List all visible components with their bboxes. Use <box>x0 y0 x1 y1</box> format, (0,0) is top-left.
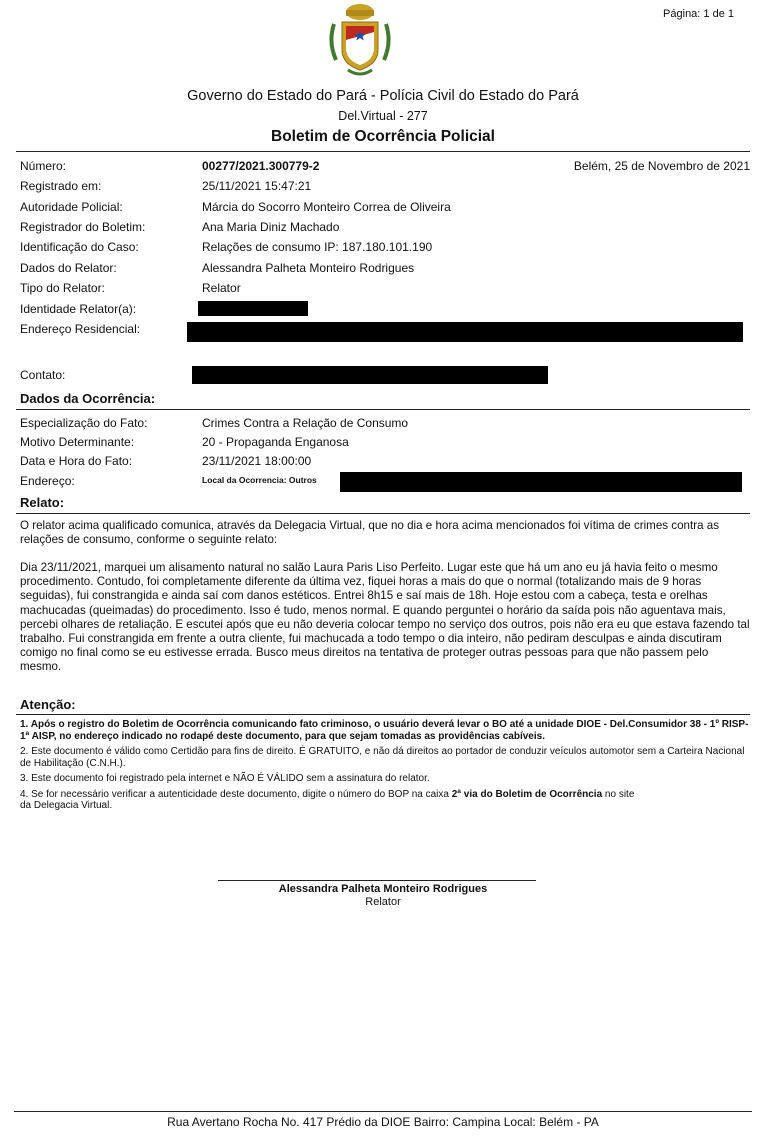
state-crest-icon <box>326 2 394 82</box>
numero-value: 00277/2021.300779-2 <box>202 159 320 173</box>
autoridade-label: Autoridade Policial: <box>20 200 123 214</box>
atencao-notes <box>20 719 750 816</box>
atencao-heading: Atenção: <box>20 697 76 712</box>
contato-label: Contato: <box>20 368 66 382</box>
atencao-item-4 <box>20 789 750 801</box>
divider <box>16 714 750 715</box>
atencao-item-4-post: no site <box>602 788 635 800</box>
redaction-contato <box>192 366 548 384</box>
identidade-label: Identidade Relator(a): <box>20 302 137 316</box>
atencao-item-3: 3. Este documento foi registrado pela internet e NÃO É VÁLIDO sem a assinatura do relator. <box>20 773 430 784</box>
numero-label: Número: <box>20 159 67 173</box>
footer-address: Rua Avertano Rocha No. 417 Prédio da DIOE Bairro: Campina Local: Belém - PA <box>167 1115 599 1129</box>
especializacao-label: Especialização do Fato: <box>20 416 148 430</box>
divider <box>16 151 750 152</box>
tipo-relator-label: Tipo do Relator: <box>20 281 105 295</box>
autoridade-value: Márcia do Socorro Monteiro Correa de Oliveira <box>202 200 451 214</box>
endereco-label: Endereço: <box>20 474 75 488</box>
endereco-residencial-label: Endereço Residencial: <box>20 322 141 336</box>
relato-body: Dia 23/11/2021, marquei um alisamento natural no salão Laura Paris Liso Perfeito. Lugar este que há um ano eu já havia feito o mesmo procedimento. Contudo, foi completamente diferente da última vez, fiquei horas a mais do que o normal (totalizando mais de 9 horas seguidas), fui constrangida e ainda saí com danos estéticos. Entrei 8h15 e saí mais de 18h. Hoje estou com a cabeça, testa e orelhas machucadas (queimadas) do procedimento. Isso é tudo, menos normal. E quando perguntei o horário da saída pois não aguentava mais, percebi olhares de retaliação. E escutei após que eu não deveria colocar tempo no serviço dos outros, pois não era eu que estava fazendo tal trabalho. Fui constrangida em frente a outra cliente, fui machucada a todo tempo o dia inteiro, não pediram desculpas e ainda discutiram comigo no final como se eu estivesse errada. Busco meus direitos na tentativa de proteger outras pessoas para que não passem pelo mesmo. <box>20 561 750 674</box>
motivo-label: Motivo Determinante: <box>20 435 135 449</box>
registrador-value: Ana Maria Diniz Machado <box>202 220 340 234</box>
especializacao-value: Crimes Contra a Relação de Consumo <box>202 416 409 430</box>
header-delegacia: Del.Virtual - 277 <box>338 109 428 123</box>
relato-heading: Relato: <box>20 495 65 510</box>
registrado-value: 25/11/2021 15:47:21 <box>202 179 312 193</box>
segunda-via-link-text: 2ª via do Boletim de Ocorrência <box>451 788 603 800</box>
date-place: Belém, 25 de Novembro de 2021 <box>573 159 750 173</box>
document-title: Boletim de Ocorrência Policial <box>271 128 495 145</box>
identificacao-label: Identificação do Caso: <box>20 240 139 254</box>
ocorrencia-heading: Dados da Ocorrência: <box>20 391 156 406</box>
footer-divider <box>14 1111 752 1112</box>
tipo-relator-value: Relator <box>202 281 241 295</box>
atencao-item-1: 1. Após o registro do Boletim de Ocorrência comunicando fato criminoso, o usuário deverá levar o BO até a unidade DIOE - Del.Consumidor 38 - 1º RISP- 1ª AISP, no endereço indicado no rodapé deste documento, para que sejam tomadas as providências cabíveis. <box>20 719 749 742</box>
registrado-label: Registrado em: <box>20 179 102 193</box>
header-government: Governo do Estado do Pará - Polícia Civil do Estado do Pará <box>187 88 579 104</box>
atencao-item-2: 2. Este documento é válido como Certidão para fins de direito. É GRATUITO, e não dá direitos ao portador de conduzir veículos automotor sem a Carteira Nacional de Habilitação (C.N.H.). <box>20 746 745 769</box>
dados-relator-value: Alessandra Palheta Monteiro Rodrigues <box>202 261 415 275</box>
identificacao-value: Relações de consumo IP: 187.180.101.190 <box>202 240 433 254</box>
redaction-endereco-ocorrencia <box>340 472 742 492</box>
signature-role: Relator <box>365 896 401 908</box>
relato-intro: O relator acima qualificado comunica, através da Delegacia Virtual, que no dia e hora acima mencionados foi vítima de crimes contra as relações de consumo, conforme o seguinte relato: <box>20 519 719 547</box>
endereco-value: Local da Ocorrencia: Outros <box>202 475 317 485</box>
data-hora-label: Data e Hora do Fato: <box>20 454 133 468</box>
redaction-endereco <box>187 322 743 342</box>
signature-line <box>218 880 536 881</box>
signature-name: Alessandra Palheta Monteiro Rodrigues <box>278 883 488 895</box>
atencao-item-4-line2: da Delegacia Virtual. <box>20 800 113 811</box>
motivo-value: 20 - Propaganda Enganosa <box>202 435 349 449</box>
redaction-identidade <box>198 301 308 316</box>
page-number: Página: 1 de 1 <box>663 8 734 20</box>
dados-relator-label: Dados do Relator: <box>20 261 117 275</box>
registrador-label: Registrador do Boletim: <box>20 220 146 234</box>
data-hora-value: 23/11/2021 18:00:00 <box>202 454 312 468</box>
atencao-item-4-pre: 4. Se for necessário verificar a autenticidade deste documento, digite o número do BOP na caixa <box>20 788 452 800</box>
divider <box>16 513 750 514</box>
divider <box>16 409 750 410</box>
